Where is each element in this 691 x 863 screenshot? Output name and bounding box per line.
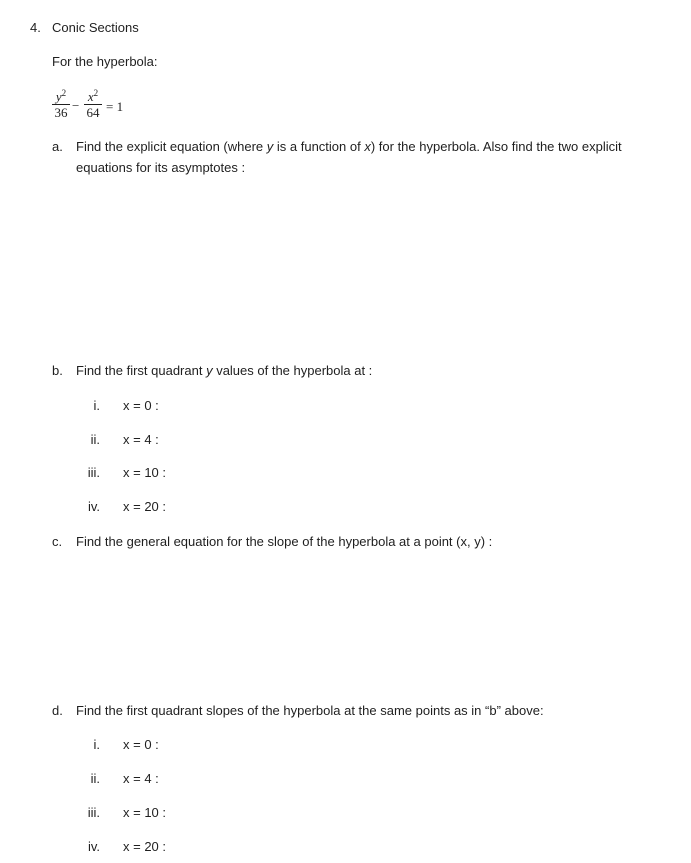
part-d-item-2-roman: ii. xyxy=(90,771,100,786)
equation-exp-x: 2 xyxy=(93,88,99,98)
question-number: 4. xyxy=(30,20,41,35)
part-b-item-2-text: x = 4 : xyxy=(123,432,159,447)
part-b-item-1-text: x = 0 : xyxy=(123,398,159,413)
part-b-item-4-roman: iv. xyxy=(87,499,100,514)
part-b-item-2-roman: ii. xyxy=(90,432,100,447)
part-a-line2: equations for its asymptotes : xyxy=(76,160,246,175)
part-d-item-4-roman: iv. xyxy=(87,839,100,854)
part-d-item-3-roman: iii. xyxy=(87,805,100,820)
question-intro: For the hyperbola: xyxy=(52,54,158,69)
part-a-line1: Find the explicit equation (where y is a function of x) for the hyperbola. Also find the two explicit xyxy=(76,139,622,154)
part-b-item-3-roman: iii. xyxy=(87,465,100,480)
part-d-text: Find the first quadrant slopes of the hyperbola at the same points as in “b” above: xyxy=(76,703,544,718)
part-b-text: Find the first quadrant y values of the hyperbola at : xyxy=(76,363,373,378)
equation-exp-y: 2 xyxy=(61,88,67,98)
part-b-letter: b. xyxy=(52,363,63,378)
part-a-letter: a. xyxy=(52,139,63,154)
part-c-letter: c. xyxy=(52,534,63,549)
equation-den-36: 36 xyxy=(52,104,70,120)
part-d-item-2-text: x = 4 : xyxy=(123,771,159,786)
part-d-item-1-text: x = 0 : xyxy=(123,737,159,752)
question-title: Conic Sections xyxy=(52,20,139,35)
equation-var-y: y xyxy=(55,89,62,104)
part-c-text: Find the general equation for the slope of the hyperbola at a point (x, y) : xyxy=(76,534,493,549)
equation-equals: = 1 xyxy=(106,99,124,114)
fraction-x-over-64 xyxy=(84,90,102,120)
part-d-item-1-roman: i. xyxy=(93,737,100,752)
part-d-letter: d. xyxy=(52,703,63,718)
equation-var-x: x xyxy=(87,89,94,104)
part-d-item-4-text: x = 20 : xyxy=(123,839,166,854)
equation-den-64: 64 xyxy=(84,104,102,120)
part-b-item-3-text: x = 10 : xyxy=(123,465,166,480)
equation-minus: − xyxy=(72,98,80,113)
part-d-item-3-text: x = 10 : xyxy=(123,805,166,820)
part-b-item-4-text: x = 20 : xyxy=(123,499,166,514)
fraction-y-over-36 xyxy=(52,90,70,120)
part-b-item-1-roman: i. xyxy=(93,398,100,413)
